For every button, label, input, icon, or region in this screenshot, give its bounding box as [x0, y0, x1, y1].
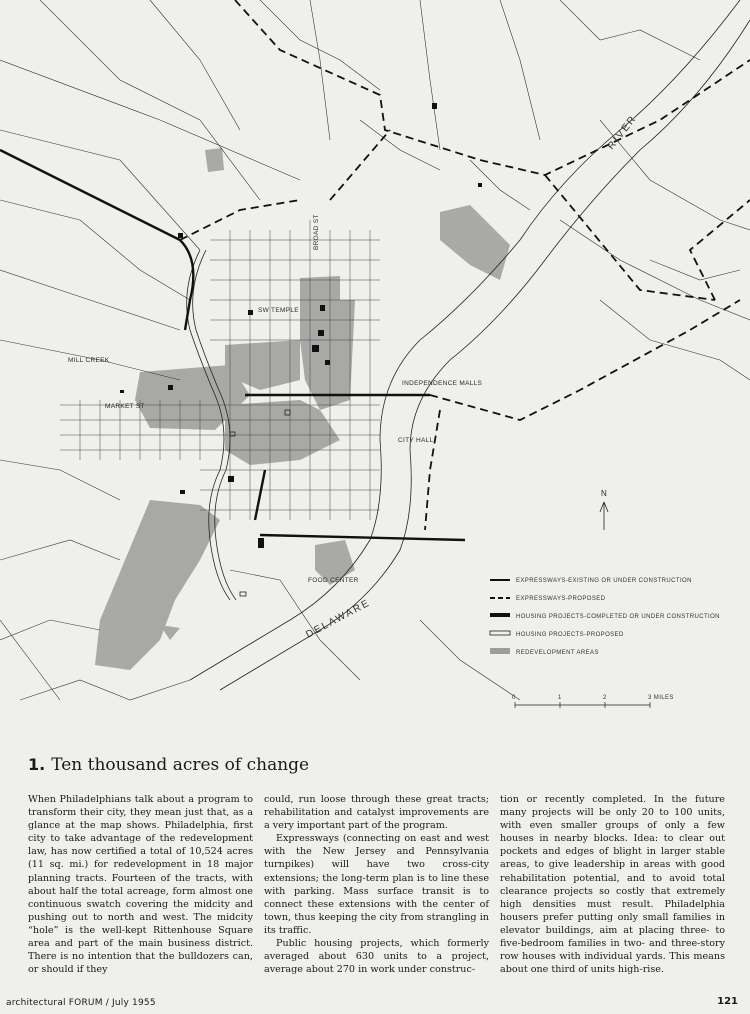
legend-housing-completed: HOUSING PROJECTS-COMPLETED OR UNDER CONSTRUCTION [516, 614, 720, 620]
market-st-label: MARKET ST [105, 403, 145, 410]
page-number: 121 [717, 996, 738, 1007]
scale-bar [512, 695, 674, 708]
scale-label-3: 3 MILES [648, 695, 674, 701]
food-center-label: FOOD CENTER [308, 577, 359, 584]
legend-housing-proposed: HOUSING PROJECTS-PROPOSED [516, 632, 624, 638]
article-title: Ten thousand acres of change [51, 755, 310, 775]
publication-footer: architectural FORUM / July 1955 [6, 998, 156, 1008]
svg-text:N: N [601, 489, 608, 498]
article-column-2 [264, 793, 489, 976]
article-number: 1. [28, 755, 46, 774]
article-heading [28, 755, 309, 775]
city-hall-label: CITY HALL [398, 437, 434, 444]
article-paragraph: tion or recently completed. In the future many projects will be only 20 to 100 units, with even smaller groups of only a few houses in nearby blocks. Idea: to clear out pockets and edges of blight in larger stable areas, to give leadership in areas with good rehabilitation potential, and to avoid total clearance projects so costly that extremely high densities must result. Philadelphia housers prefer putting only small families in elevator buildings, aim at placing three- to five-bedroom families in two- and three-story row houses with individual yards. This means about one third of units high-rise. [500, 794, 725, 976]
scale-label-0: 0 [512, 695, 516, 701]
river-label: RIVER [605, 113, 640, 152]
broad-st-label: BROAD ST [313, 214, 320, 250]
article-column-1 [28, 793, 253, 976]
map-legend [490, 578, 720, 656]
legend-expressways-existing: EXPRESSWAYS-EXISTING OR UNDER CONSTRUCTION [516, 578, 692, 584]
article-paragraph: Expressways (connecting on east and west with the New Jersey and Pennsylvania turnpikes) will have two cross-city extensions; the long-term plan is to line these with parking. Mass surface transit is to connect these extensions with the center of town, thus keeping the city from strangling in its traffic. [264, 833, 489, 936]
article-paragraph: When Philadelphians talk about a program to transform their city, they mean just that, as a glance at the map shows. Philadelphia, first city to take advantage of the redevelopment law, has now certified a total of 10,524 acres (11 sq. mi.) for redevelopment in 18 major planning tracts. Fourteen of the tracts, with about half the total acreage, form almost one continuous swatch covering the midcity and pushing out to north and west. The midcity “hole” is the well-kept Rittenhouse Square area and part of the main business district. There is no intention that the bulldozers can, or should if they [28, 794, 253, 976]
north-arrow-icon [600, 489, 608, 530]
scale-label-2: 2 [603, 695, 607, 701]
legend-expressways-proposed: EXPRESSWAYS-PROPOSED [516, 596, 606, 602]
legend-redevelopment-areas: REDEVELOPMENT AREAS [516, 650, 599, 656]
article-column-3 [500, 793, 725, 976]
sw-temple-label: SW TEMPLE [258, 307, 299, 314]
scale-label-1: 1 [558, 695, 562, 701]
redevelopment-areas [95, 148, 510, 670]
mill-creek-label: MILL CREEK [68, 357, 110, 364]
article-paragraph: Public housing projects, which formerly averaged about 630 units to a project, average about 270 in work under construc- [264, 938, 489, 976]
independence-malls-label: INDEPENDENCE MALLS [402, 380, 483, 387]
delaware-label: DELAWARE [304, 597, 373, 641]
article-paragraph: could, run loose through these great tracts; rehabilitation and catalyst improvements are a very important part of the program. [264, 794, 489, 832]
